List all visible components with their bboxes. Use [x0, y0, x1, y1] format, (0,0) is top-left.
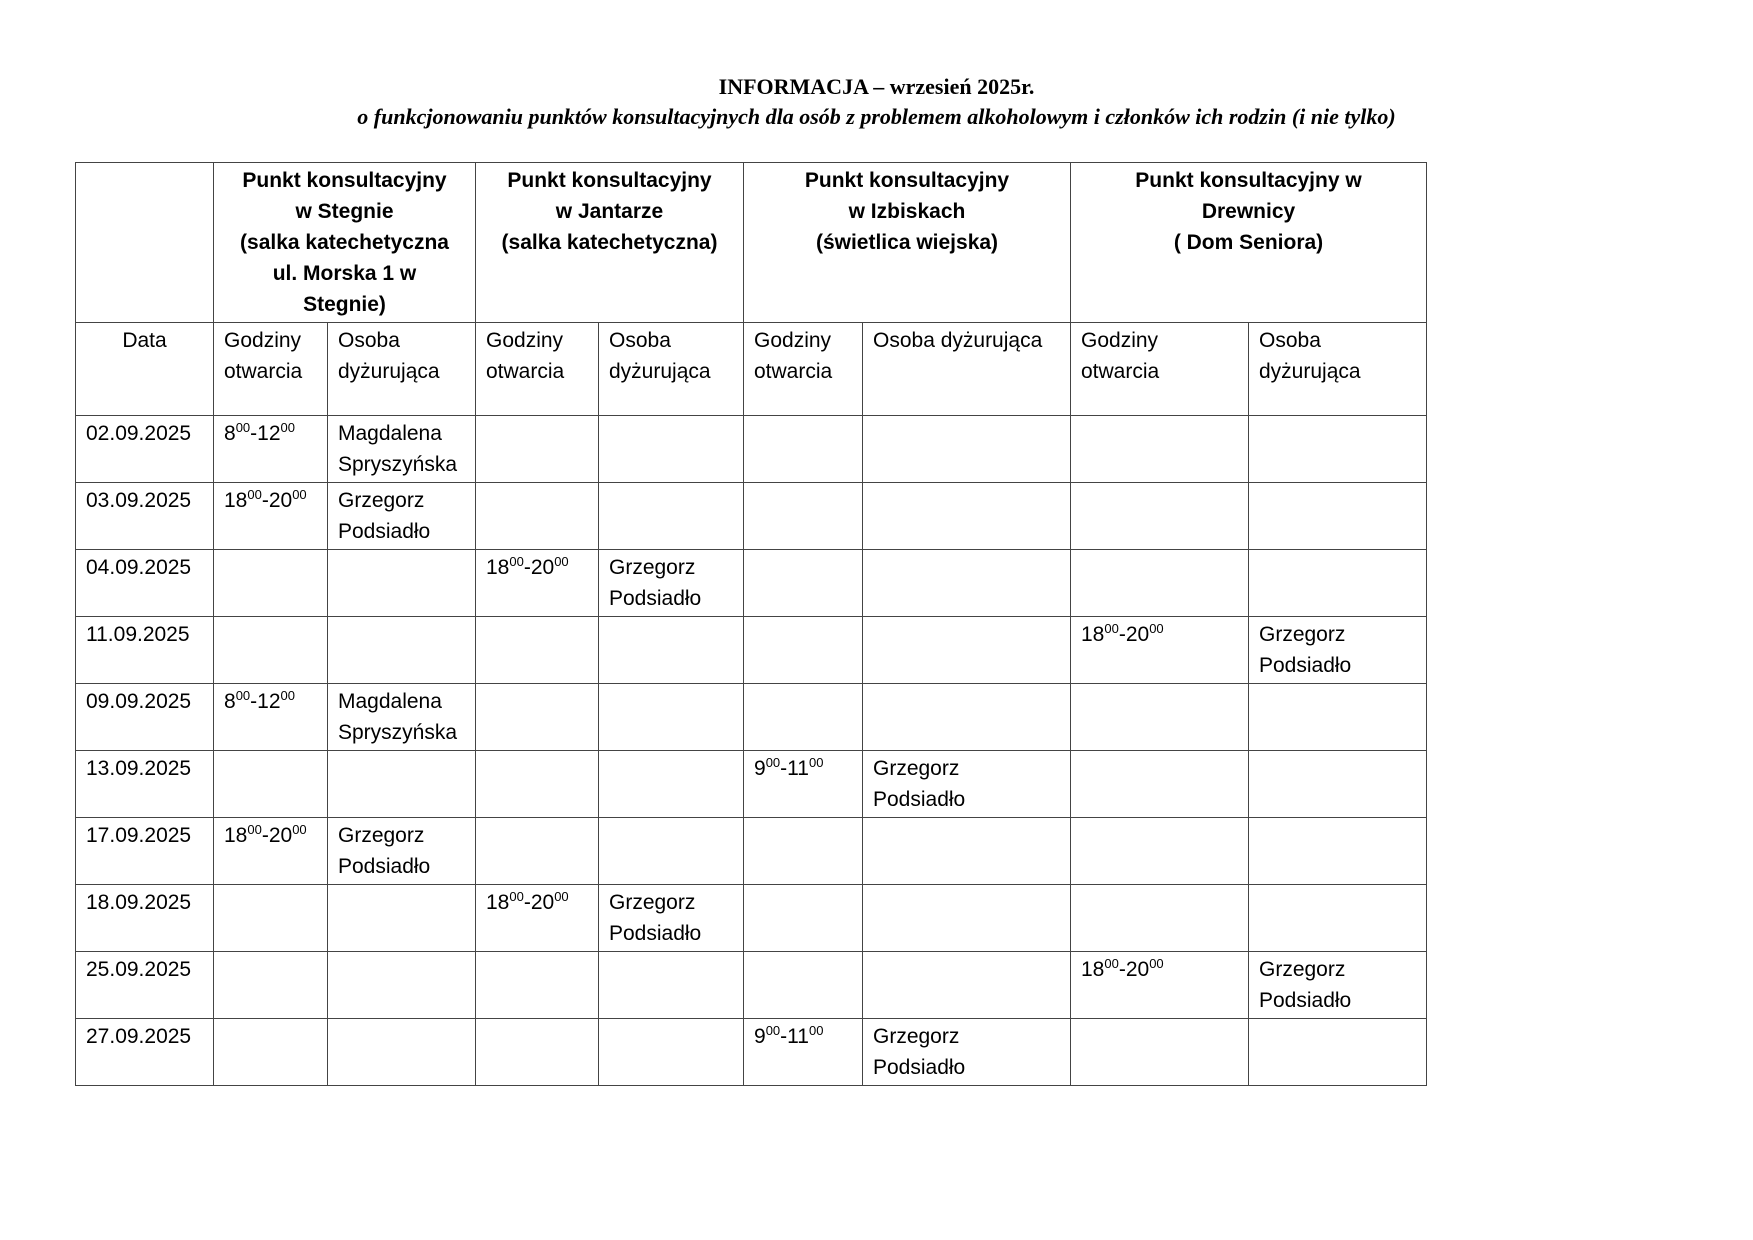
point-header-jantar [476, 163, 744, 323]
person-cell [1249, 416, 1427, 483]
person-name-line: Grzegorz [1259, 623, 1346, 646]
corner-cell [76, 163, 214, 323]
opening-hours: $8^{00}-12^{00}$ [224, 420, 295, 445]
point-header-row [76, 163, 1427, 323]
person-cell [1249, 818, 1427, 885]
person-name-line: Podsiadło [338, 855, 431, 878]
date-cell: 17.09.2025 [76, 818, 214, 885]
person-name-line: Spryszyńska [338, 721, 458, 744]
opening-hours: $8^{00}-12^{00}$ [224, 688, 295, 713]
hours-cell [744, 416, 863, 483]
hours-cell [1071, 483, 1249, 550]
person-cell [863, 416, 1071, 483]
person-cell [328, 818, 476, 885]
person-cell [599, 885, 744, 952]
person-column-header: Osoba dyżurująca [1249, 323, 1427, 416]
point-header-izbiska [744, 163, 1071, 323]
point-line: Stegnie) [303, 293, 386, 316]
hours-cell [476, 818, 599, 885]
hours-cell [214, 617, 328, 684]
hours-cell [744, 550, 863, 617]
person-column-header: Osoba dyżurująca [599, 323, 744, 416]
person-cell [863, 751, 1071, 818]
person-cell [863, 952, 1071, 1019]
point-header-stegna [214, 163, 476, 323]
person-cell [1249, 952, 1427, 1019]
person-cell [328, 550, 476, 617]
hours-cell [1071, 952, 1249, 1019]
point-line: Punkt konsultacyjny [242, 169, 447, 192]
hours-cell [476, 684, 599, 751]
hours-column-header: Godziny otwarcia [214, 323, 328, 416]
hours-cell [1071, 617, 1249, 684]
hours-cell [214, 1019, 328, 1086]
person-cell [1249, 550, 1427, 617]
person-name-line: Podsiadło [873, 788, 966, 811]
person-name-line: Magdalena [338, 690, 442, 713]
hours-cell [744, 952, 863, 1019]
person-cell [1249, 617, 1427, 684]
person-cell [863, 483, 1071, 550]
person-cell [599, 751, 744, 818]
schedule-table [75, 162, 1427, 1086]
point-header-drewnica [1071, 163, 1427, 323]
opening-hours: $18^{00}-20^{00}$ [1081, 621, 1164, 646]
person-name-line: Spryszyńska [338, 453, 458, 476]
person-cell [1249, 1019, 1427, 1086]
opening-hours: $18^{00}-20^{00}$ [224, 487, 307, 512]
hours-cell [214, 684, 328, 751]
opening-hours: $18^{00}-20^{00}$ [486, 554, 569, 579]
hours-cell [1071, 550, 1249, 617]
date-cell: 13.09.2025 [76, 751, 214, 818]
person-cell [863, 550, 1071, 617]
person-cell [599, 952, 744, 1019]
person-name-line: Magdalena [338, 422, 442, 445]
hours-cell [476, 885, 599, 952]
person-name-line: Podsiadło [1259, 654, 1352, 677]
hours-cell [744, 818, 863, 885]
person-name-line: Grzegorz [1259, 958, 1346, 981]
table-row [76, 952, 1427, 1019]
point-line: w Jantarze [555, 200, 664, 223]
person-name-line: Grzegorz [873, 757, 960, 780]
hours-cell [476, 751, 599, 818]
date-cell: 11.09.2025 [76, 617, 214, 684]
person-cell [863, 885, 1071, 952]
hours-cell [476, 952, 599, 1019]
person-cell [328, 684, 476, 751]
person-cell [328, 952, 476, 1019]
hours-cell [214, 952, 328, 1019]
person-cell [328, 885, 476, 952]
hours-cell [1071, 751, 1249, 818]
person-cell [863, 684, 1071, 751]
point-line: (salka katechetyczna) [501, 231, 718, 254]
person-cell [328, 617, 476, 684]
hours-column-header: Godziny otwarcia [744, 323, 863, 416]
point-line: (salka katechetyczna [240, 231, 449, 254]
hours-cell [744, 751, 863, 818]
point-line: w Stegnie [295, 200, 394, 223]
hours-cell [214, 818, 328, 885]
person-cell [599, 684, 744, 751]
hours-cell [476, 416, 599, 483]
point-line: Drewnicy [1201, 200, 1296, 223]
table-row [76, 751, 1427, 818]
person-name-line: Grzegorz [338, 489, 425, 512]
date-cell: 09.09.2025 [76, 684, 214, 751]
table-row [76, 550, 1427, 617]
person-cell [863, 818, 1071, 885]
person-cell [1249, 751, 1427, 818]
person-name-line: Grzegorz [609, 556, 696, 579]
person-cell [599, 550, 744, 617]
date-cell: 27.09.2025 [76, 1019, 214, 1086]
opening-hours: $9^{00}-11^{00}$ [754, 755, 824, 780]
hours-cell [214, 550, 328, 617]
person-name-line: Grzegorz [338, 824, 425, 847]
hours-cell [744, 1019, 863, 1086]
person-cell [328, 483, 476, 550]
person-cell [1249, 885, 1427, 952]
person-name-line: Podsiadło [873, 1056, 966, 1079]
hours-column-header: Godziny otwarcia [476, 323, 599, 416]
point-line: w Izbiskach [848, 200, 966, 223]
document-title: INFORMACJA – wrzesień 2025r. [718, 74, 1035, 99]
person-cell [863, 1019, 1071, 1086]
hours-cell [744, 885, 863, 952]
opening-hours: $18^{00}-20^{00}$ [486, 889, 569, 914]
hours-cell [1071, 818, 1249, 885]
hours-cell [476, 550, 599, 617]
point-line: Punkt konsultacyjny [507, 169, 712, 192]
document-subtitle: o funkcjonowaniu punktów konsultacyjnych dla osób z problemem alkoholowym i członków ich rodzin (i nie tylko) [357, 104, 1396, 129]
person-name-line: Podsiadło [1259, 989, 1352, 1012]
table-row [76, 885, 1427, 952]
person-name-line: Podsiadło [609, 922, 702, 945]
person-column-header: Osoba dyżurująca [863, 323, 1071, 416]
hours-cell [476, 483, 599, 550]
table-row [76, 617, 1427, 684]
person-cell [863, 617, 1071, 684]
point-line: ul. Morska 1 w [272, 262, 417, 285]
hours-cell [1071, 416, 1249, 483]
person-cell [328, 1019, 476, 1086]
table-row [76, 483, 1427, 550]
opening-hours: $18^{00}-20^{00}$ [224, 822, 307, 847]
person-cell [599, 1019, 744, 1086]
hours-cell [1071, 885, 1249, 952]
date-column-header: Data [76, 323, 214, 416]
hours-cell [744, 617, 863, 684]
opening-hours: $18^{00}-20^{00}$ [1081, 956, 1164, 981]
hours-cell [1071, 1019, 1249, 1086]
hours-cell [214, 751, 328, 818]
person-name-line: Grzegorz [609, 891, 696, 914]
person-cell [328, 751, 476, 818]
person-cell [599, 818, 744, 885]
person-cell [1249, 684, 1427, 751]
hours-cell [214, 416, 328, 483]
hours-column-header: Godziny otwarcia [1071, 323, 1249, 416]
hours-cell [476, 1019, 599, 1086]
column-header-row [76, 323, 1427, 416]
person-cell [599, 483, 744, 550]
person-cell [328, 416, 476, 483]
date-cell: 25.09.2025 [76, 952, 214, 1019]
table-row [76, 684, 1427, 751]
point-line: Punkt konsultacyjny [804, 169, 1010, 192]
point-line: ( Dom Seniora) [1173, 231, 1324, 254]
date-cell: 02.09.2025 [76, 416, 214, 483]
person-cell [599, 617, 744, 684]
date-cell: 04.09.2025 [76, 550, 214, 617]
hours-cell [744, 483, 863, 550]
table-row [76, 1019, 1427, 1086]
hours-cell [744, 684, 863, 751]
point-line: Punkt konsultacyjny w [1135, 169, 1362, 192]
opening-hours: $9^{00}-11^{00}$ [754, 1023, 824, 1048]
person-column-header: Osoba dyżurująca [328, 323, 476, 416]
hours-cell [214, 483, 328, 550]
table-row [76, 818, 1427, 885]
hours-cell [476, 617, 599, 684]
person-name-line: Podsiadło [338, 520, 431, 543]
person-cell [599, 416, 744, 483]
table-row [76, 416, 1427, 483]
date-cell: 03.09.2025 [76, 483, 214, 550]
point-line: (świetlica wiejska) [815, 231, 999, 254]
person-cell [1249, 483, 1427, 550]
person-name-line: Grzegorz [873, 1025, 960, 1048]
hours-cell [1071, 684, 1249, 751]
date-cell: 18.09.2025 [76, 885, 214, 952]
hours-cell [214, 885, 328, 952]
person-name-line: Podsiadło [609, 587, 702, 610]
